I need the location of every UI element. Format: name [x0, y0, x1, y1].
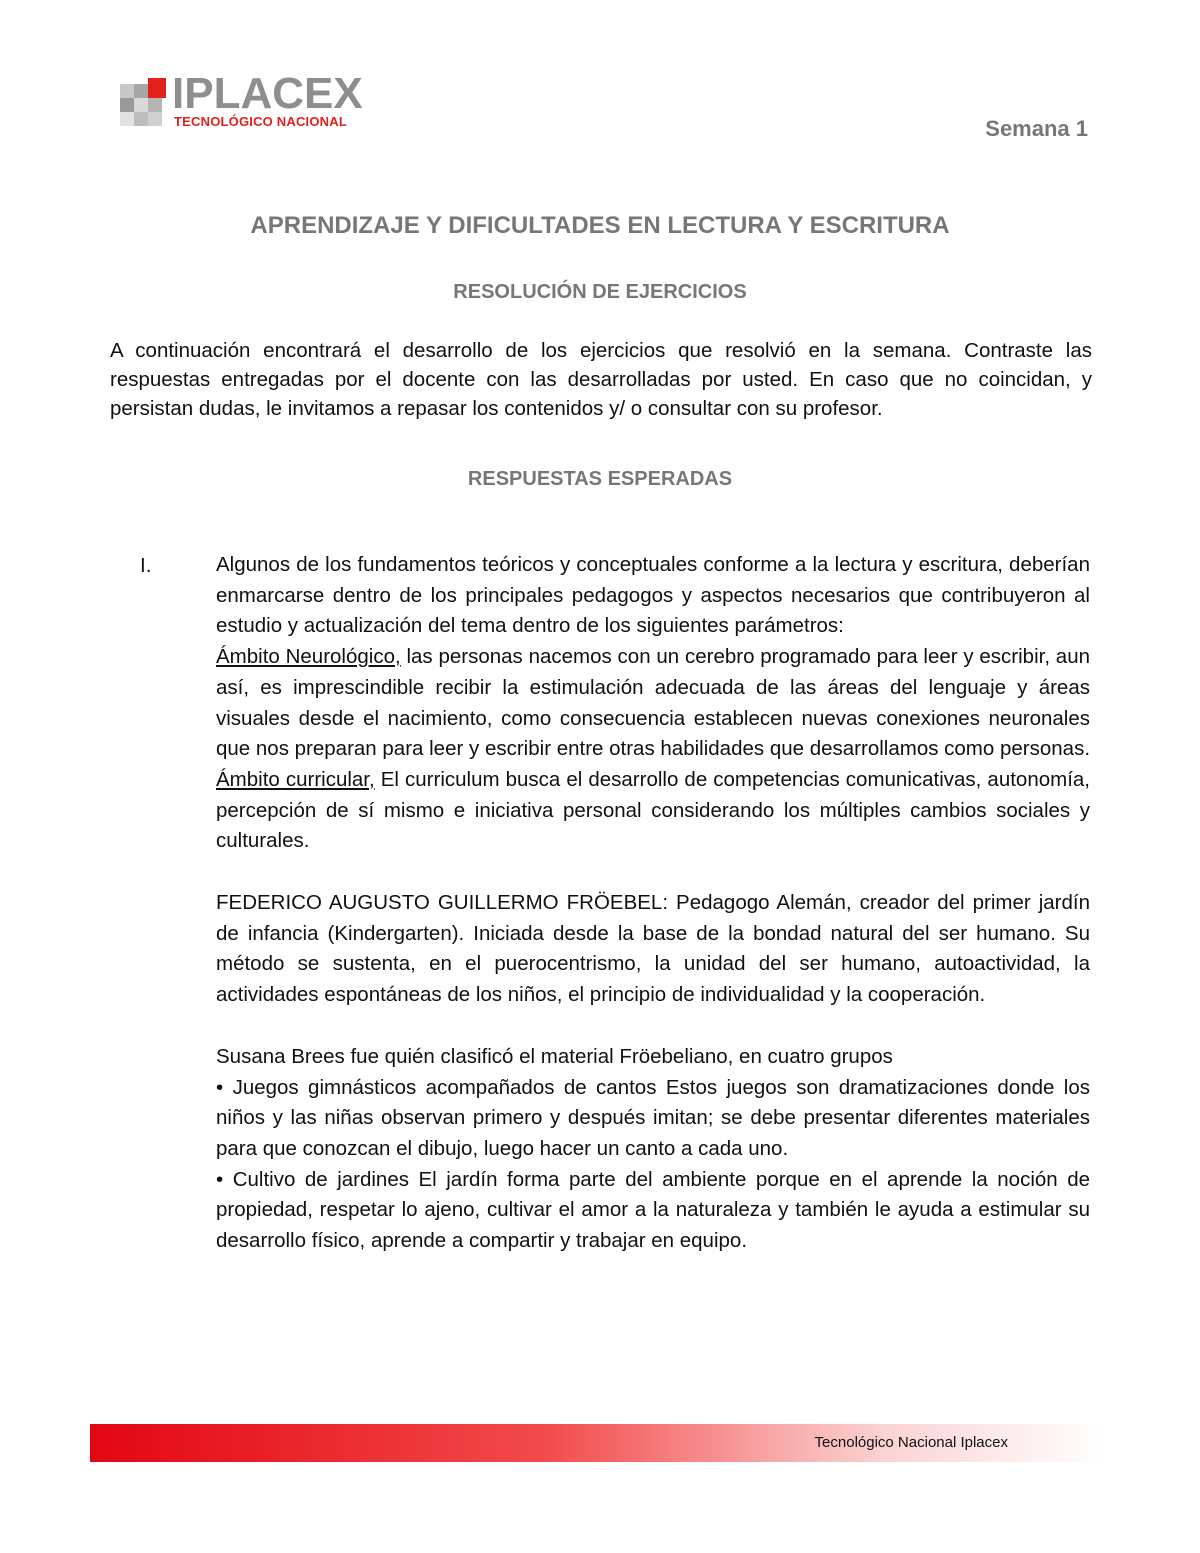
- item-number: I.: [140, 554, 152, 577]
- logo-squares-icon: [120, 78, 172, 126]
- week-label: Semana 1: [985, 116, 1088, 141]
- document-title: APRENDIZAJE Y DIFICULTADES EN LECTURA Y ESCRITURA: [250, 212, 950, 239]
- bullet-item: • Cultivo de jardines El jardín forma parte del ambiente porque en el aprende la noción de propiedad, respetar lo ajeno, cultivar el amor a la naturaleza y también le ayuda a estimular su desarrollo físico, aprende a compartir y trabajar en equipo.: [216, 1167, 1090, 1253]
- curricular-label: Ámbito curricular,: [216, 767, 375, 791]
- footer-text: Tecnológico Nacional Iplacex: [814, 1434, 1008, 1451]
- bullet-item: • Juegos gimnásticos acompañados de cantos Estos juegos son dramatizaciones donde los niños y las niñas observan primero y después imitan; se debe presentar diferentes materiales para que conozcan el dibujo, luego hacer un canto a cada uno.: [216, 1075, 1090, 1160]
- neurological-text: las personas nacemos con un cerebro programado para leer y escribir, aun así, es imprescindible recibir la estimulación adecuada de las áreas del lenguaje y áreas visuales desde el nacimiento, como consecuencia establecen nuevas conexiones neuronales que nos preparan para leer y escribir entre otras habilidades que desarrollamos como personas.: [216, 645, 1091, 761]
- logo-wordmark: IPLACEX: [172, 69, 363, 118]
- neurological-paragraph: [216, 642, 1090, 765]
- section-title: RESPUESTAS ESPERADAS: [467, 468, 733, 490]
- logo-subtitle: TECNOLÓGICO NACIONAL: [174, 114, 347, 129]
- curricular-paragraph: [216, 765, 1090, 857]
- iplacex-logo: [120, 69, 380, 134]
- intro-paragraph: A continuación encontrará el desarrollo de los ejercicios que resolvió en la semana. Contraste las respuestas entregadas por el docente con las desarrolladas por usted. En caso que no coincidan, y persistan dudas, le invitamos a repasar los contenidos y/ o consultar con su profesor.: [110, 339, 1092, 420]
- fundamentals-paragraph: Algunos de los fundamentos teóricos y conceptuales conforme a la lectura y escritura, deberían enmarcarse dentro de los principales pedagogos y aspectos necesarios que contribuyeron al estudio y actualización del tema dentro de los siguientes parámetros:: [216, 553, 1090, 638]
- document-subtitle: RESOLUCIÓN DE EJERCICIOS: [453, 281, 747, 303]
- froebel-paragraph: FEDERICO AUGUSTO GUILLERMO FRÖEBEL: Pedagogo Alemán, creador del primer jardín de infancia (Kindergarten). Iniciada desde la base de la bondad natural del ser humano. Su método se sustenta, en el puerocentrismo, la unidad del ser humano, autoactividad, la actividades espontáneas de los niños, el principio de individualidad y la cooperación.: [216, 891, 1090, 1007]
- answer-body: [216, 550, 1090, 1257]
- brees-paragraph: Susana Brees fue quién clasificó el material Fröebeliano, en cuatro grupos: [216, 1044, 893, 1068]
- curricular-text: El curriculum busca el desarrollo de competencias comunicativas, autonomía, percepción de sí mismo e iniciativa personal considerando los múltiples cambios sociales y culturales.: [216, 767, 1090, 853]
- neurological-label: Ámbito Neurológico,: [216, 645, 401, 669]
